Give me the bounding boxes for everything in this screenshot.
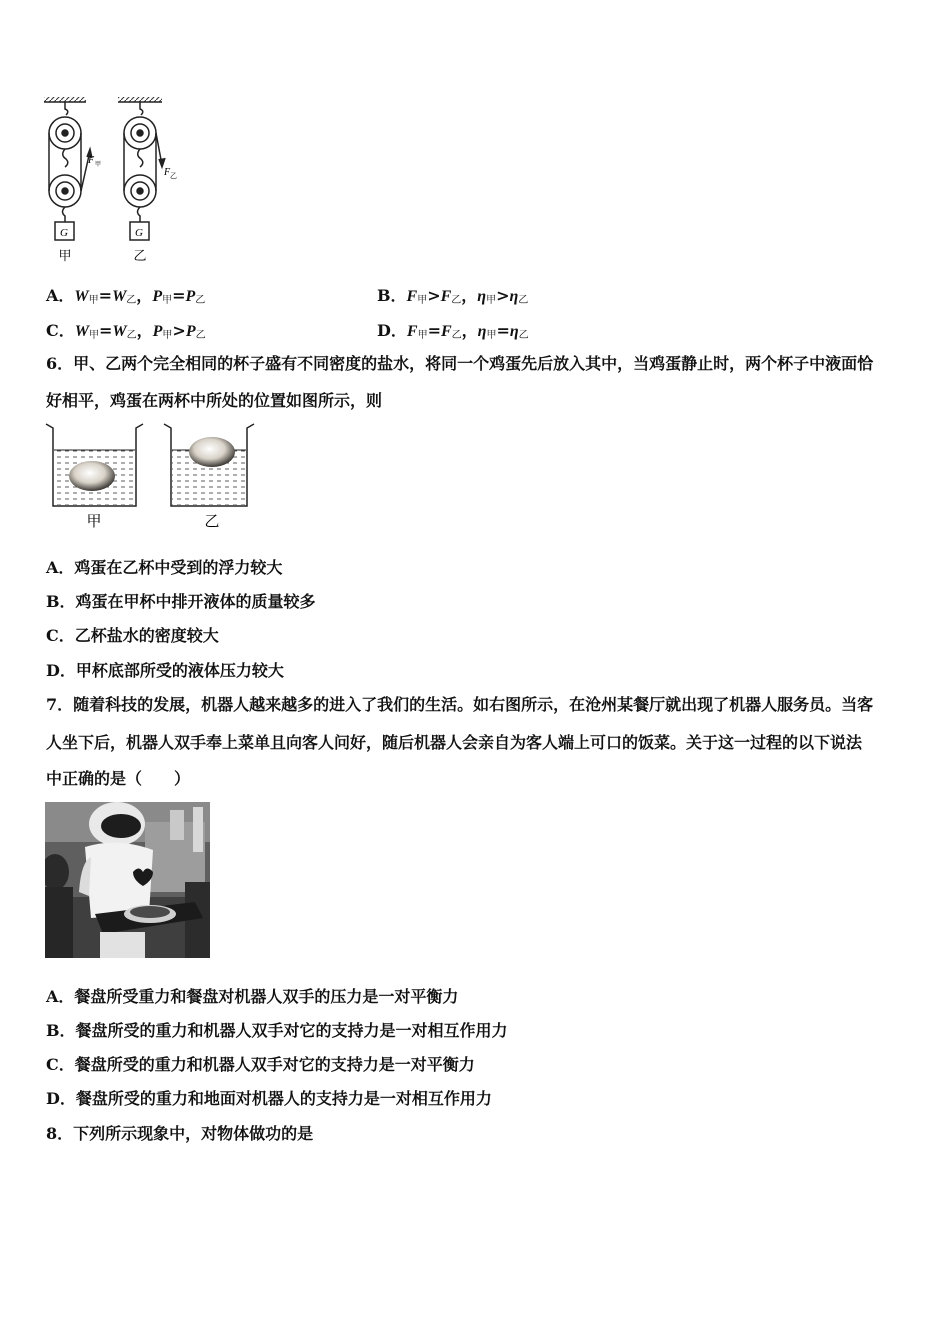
q6-stem-line1: 6．甲、乙两个完全相同的杯子盛有不同密度的盐水，将同一个鸡蛋先后放入其中，当鸡蛋静止时，两个杯子中液面恰 [46,354,874,373]
q7-stem-line2: 人坐下后，机器人双手奉上菜单且向客人问好，随后机器人会亲自为客人端上可口的饭菜。关于这一过程的以下说法 [46,733,863,752]
q6-option-d[interactable]: D．甲杯底部所受的液体压力较大 [46,661,284,680]
q5-option-a[interactable]: A．$W_甲=W_乙$，$P_甲=P_乙$ [46,286,206,306]
pulley-label-left: 甲 [58,249,72,264]
q7-option-b[interactable]: B．餐盘所受的重力和机器人双手对它的支持力是一对相互作用力 [46,1021,508,1040]
force-label-left-sub: 甲 [95,161,102,168]
q6-option-c[interactable]: C．乙杯盐水的密度较大 [46,626,219,645]
q6-stem-line2: 好相平，鸡蛋在两杯中所处的位置如图所示，则 [46,391,383,410]
egg-left [69,461,115,491]
weight-label-left: G [60,227,68,239]
weight-label-right: G [135,227,143,239]
egg-right [189,437,235,467]
beaker-label-right: 乙 [204,512,220,530]
q8-stem: 8．下列所示现象中，对物体做功的是 [46,1124,314,1143]
pulley-system-left [49,102,92,240]
q7-stem-line1: 7．随着科技的发展，机器人越来越多的进入了我们的生活。如右图所示，在沧州某餐厅就出现了机器人服务员。当客 [46,695,874,714]
q7-stem-line3: 中正确的是（ ） [46,769,191,788]
q6-option-a[interactable]: A．鸡蛋在乙杯中受到的浮力较大 [46,558,283,577]
q5-option-d[interactable]: D．$F_甲=F_乙$，$\eta_甲=\eta_乙$ [377,321,529,341]
pulley-system-right [124,102,165,240]
q7-option-d[interactable]: D．餐盘所受的重力和地面对机器人的支持力是一对相互作用力 [46,1089,492,1108]
pulley-figure [36,95,196,270]
q7-option-a[interactable]: A．餐盘所受重力和餐盘对机器人双手的压力是一对平衡力 [46,987,459,1006]
q6-option-b[interactable]: B．鸡蛋在甲杯中排开液体的质量较多 [46,592,316,611]
q5-option-b[interactable]: B．$F_甲>F_乙$，$\eta_甲>\eta_乙$ [377,286,529,306]
beaker-label-left: 甲 [86,512,102,530]
force-label-left: F [88,155,95,166]
q5-option-c[interactable]: C．$W_甲=W_乙$，$P_甲>P_乙$ [46,321,206,341]
pulley-label-right: 乙 [133,249,147,264]
q7-option-c[interactable]: C．餐盘所受的重力和机器人双手对它的支持力是一对平衡力 [46,1055,475,1074]
force-label-right: F [164,167,171,178]
beaker-figure [40,418,260,533]
force-label-right-sub: 乙 [170,172,177,180]
robot-waiter-photo [45,802,210,958]
